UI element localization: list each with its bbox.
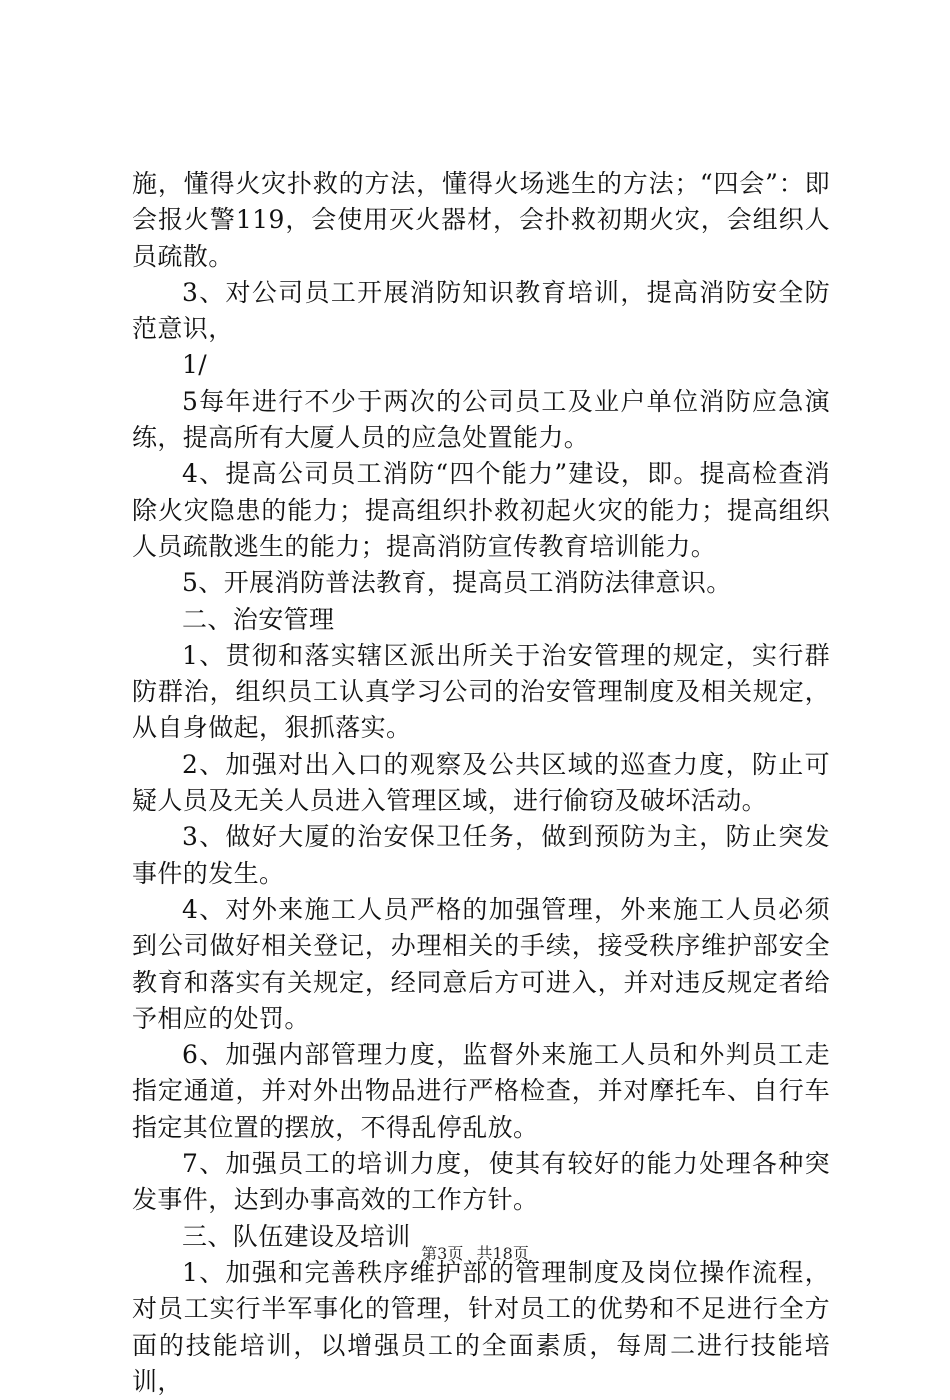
paragraph-15: 1、加强和完善秩序维护部的管理制度及岗位操作流程，对员工实行半军事化的管理，针对员工的优势和不足进行全方面的技能培训，以增强员工的全面素质，每周二进行技能培训， [132,1257,830,1396]
paragraph-10: 3、做好大厦的治安保卫任务，做到预防为主，防止突发事件的发生。 [132,822,830,888]
paragraph-1: 施，懂得火灾扑救的方法，懂得火场逃生的方法；“四会”：即会报火警119，会使用灭火器材，会扑救初期火灾，会组织人员疏散。 [132,169,830,271]
paragraph-12: 6、加强内部管理力度，监督外来施工人员和外判员工走指定通道，并对外出物品进行严格检查，并对摩托车、自行车指定其位置的摆放，不得乱停乱放。 [132,1040,830,1142]
paragraph-13: 7、加强员工的培训力度，使其有较好的能力处理各种突发事件，达到办事高效的工作方针。 [132,1149,830,1215]
paragraph-11: 4、对外来施工人员严格的加强管理，外来施工人员必须到公司做好相关登记，办理相关的手续，接受秩序维护部安全教育和落实有关规定，经同意后方可进入，并对违反规定者给予相应的处罚。 [132,894,830,1033]
paragraph-8: 1、贯彻和落实辖区派出所关于治安管理的规定，实行群防群治，组织员工认真学习公司的治安管理制度及相关规定，从自身做起，狠抓落实。 [132,640,830,743]
section-heading-team: 三、队伍建设及培训 [182,1221,411,1251]
paragraph-2: 3、对公司员工开展消防知识教育培训，提高消防安全防范意识， [132,277,830,344]
page-number: 第3页 [421,1244,464,1263]
section-heading-security: 二、治安管理 [182,604,335,634]
paragraph-3: 1/ [182,350,208,380]
document-body [132,166,830,1400]
page-total: 共18页 [476,1244,529,1263]
paragraph-4: 5每年进行不少于两次的公司员工及业户单位消防应急演练，提高所有大厦人员的应急处置能力。 [132,386,830,453]
paragraph-5: 4、提高公司员工消防“四个能力”建设，即。提高检查消除火灾隐患的能力；提高组织扑救初起火灾的能力；提高组织人员疏散逃生的能力；提高消防宣传教育培训能力。 [132,459,830,561]
paragraph-9: 2、加强对出入口的观察及公共区域的巡查力度，防止可疑人员及无关人员进入管理区域，进行偷窃及破坏活动。 [132,749,830,816]
page-footer [0,1241,950,1264]
paragraph-6: 5、开展消防普法教育，提高员工消防法律意识。 [182,568,732,598]
